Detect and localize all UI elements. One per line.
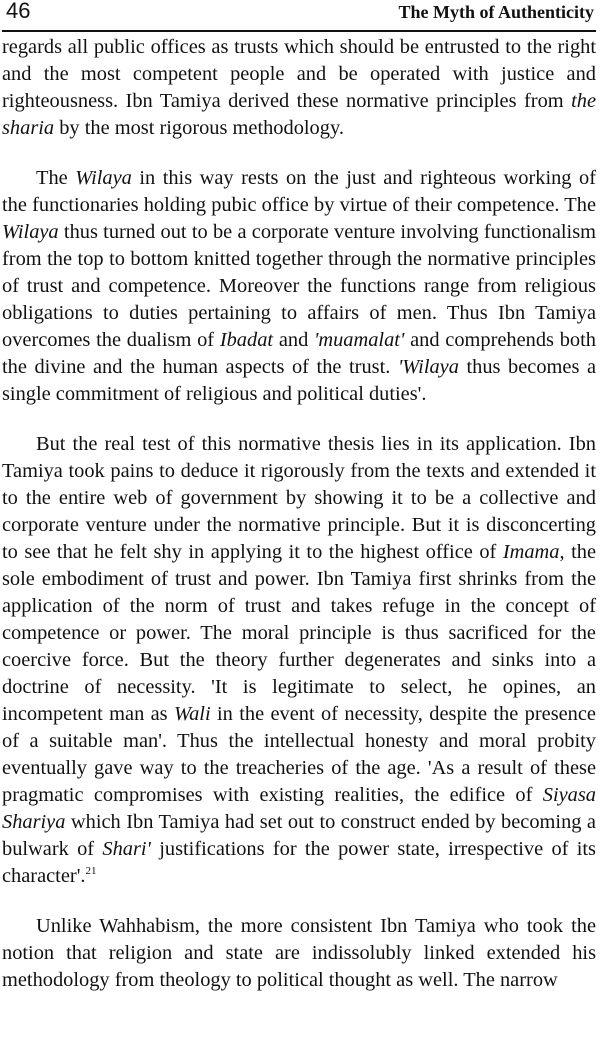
text-run: in the event of necessity, despite the presence of a suitable man'. Thus the intellectual honesty and moral probity eventually gave way to the treacheries of the age. 'As a result of these pragmatic compromises with existing realities, the edifice of [2,703,596,806]
text-run: which Ibn Tamiya had set out to construct ended by becoming a bulwark of [2,811,596,860]
page-header [2,0,596,32]
paragraph [2,913,596,994]
italic-text-run: Siyasa Shariya [2,784,596,833]
text-run: regards all public offices as trusts which should be entrusted to the right and the most competent people and be operated with justice and righteousness. Ibn Tamiya derived these normative principles from [2,36,596,112]
body-text [2,34,596,994]
italic-text-run: 'muamalat' [314,329,405,351]
italic-text-run: Ibadat [219,329,274,351]
italic-text-run: the sharia [2,90,596,139]
text-run: thus becomes a single commitment of religious and political duties'. [2,356,597,405]
text-run: and comprehends both the divine and the human aspects of the trust. [2,329,596,378]
text-run: justifications for the power state, irrespective of its character'. [2,838,596,887]
page-number: 46 [6,0,31,23]
text-run: , the sole embodiment of trust and power. Ibn Tamiya first shrinks from the application of the norm of trust and takes refuge in the concept of competence or power. The moral principle is thus sacrificed for the coercive force. But the theory further degenerates and sinks into a doctrine of necessity. 'It is legitimate to select, he opines, an incompetent man as [2,541,596,725]
paragraph [2,431,596,890]
text-run: by the most rigorous methodology. [54,117,344,139]
italic-text-run: Wali [173,703,211,725]
text-run: and [273,329,315,351]
italic-text-run: Wilaya [75,167,132,189]
running-title: The Myth of Authenticity [398,2,594,22]
italic-text-run: Wilaya [2,221,59,243]
text-run: The [36,167,76,189]
text-run: thus turned out to be a corporate venture involving functionalism from the top to bottom knitted together through the normative principles of trust and competence. Moreover the functions range from religious obligations to duties pertaining to affairs of men. Thus Ibn Tamiya overcomes the dualism of [2,221,596,351]
text-run: But the real test of this normative thesis lies in its application. Ibn Tamiya took pains to deduce it rigorously from the texts and extended it to the entire web of government by showing it to be a collective and corporate venture under the normative principle. But it is disconcerting to see that he felt shy in applying it to the highest office of [2,433,596,563]
text-run: in this way rests on the just and righteous working of the functionaries holding pubic office by virtue of their competence. The [2,167,596,216]
footnote-reference[interactable]: 21 [85,865,97,878]
text-run: Unlike Wahhabism, the more consistent Ibn Tamiya who took the notion that religion and state are indissolubly linked extended his methodology from theology to political thought as well. The narrow [2,915,596,991]
italic-text-run: 'Wilaya [397,356,459,378]
italic-text-run: Imama [502,541,560,563]
paragraph [2,165,596,408]
italic-text-run: Shari' [102,838,151,860]
paragraph [2,34,596,142]
